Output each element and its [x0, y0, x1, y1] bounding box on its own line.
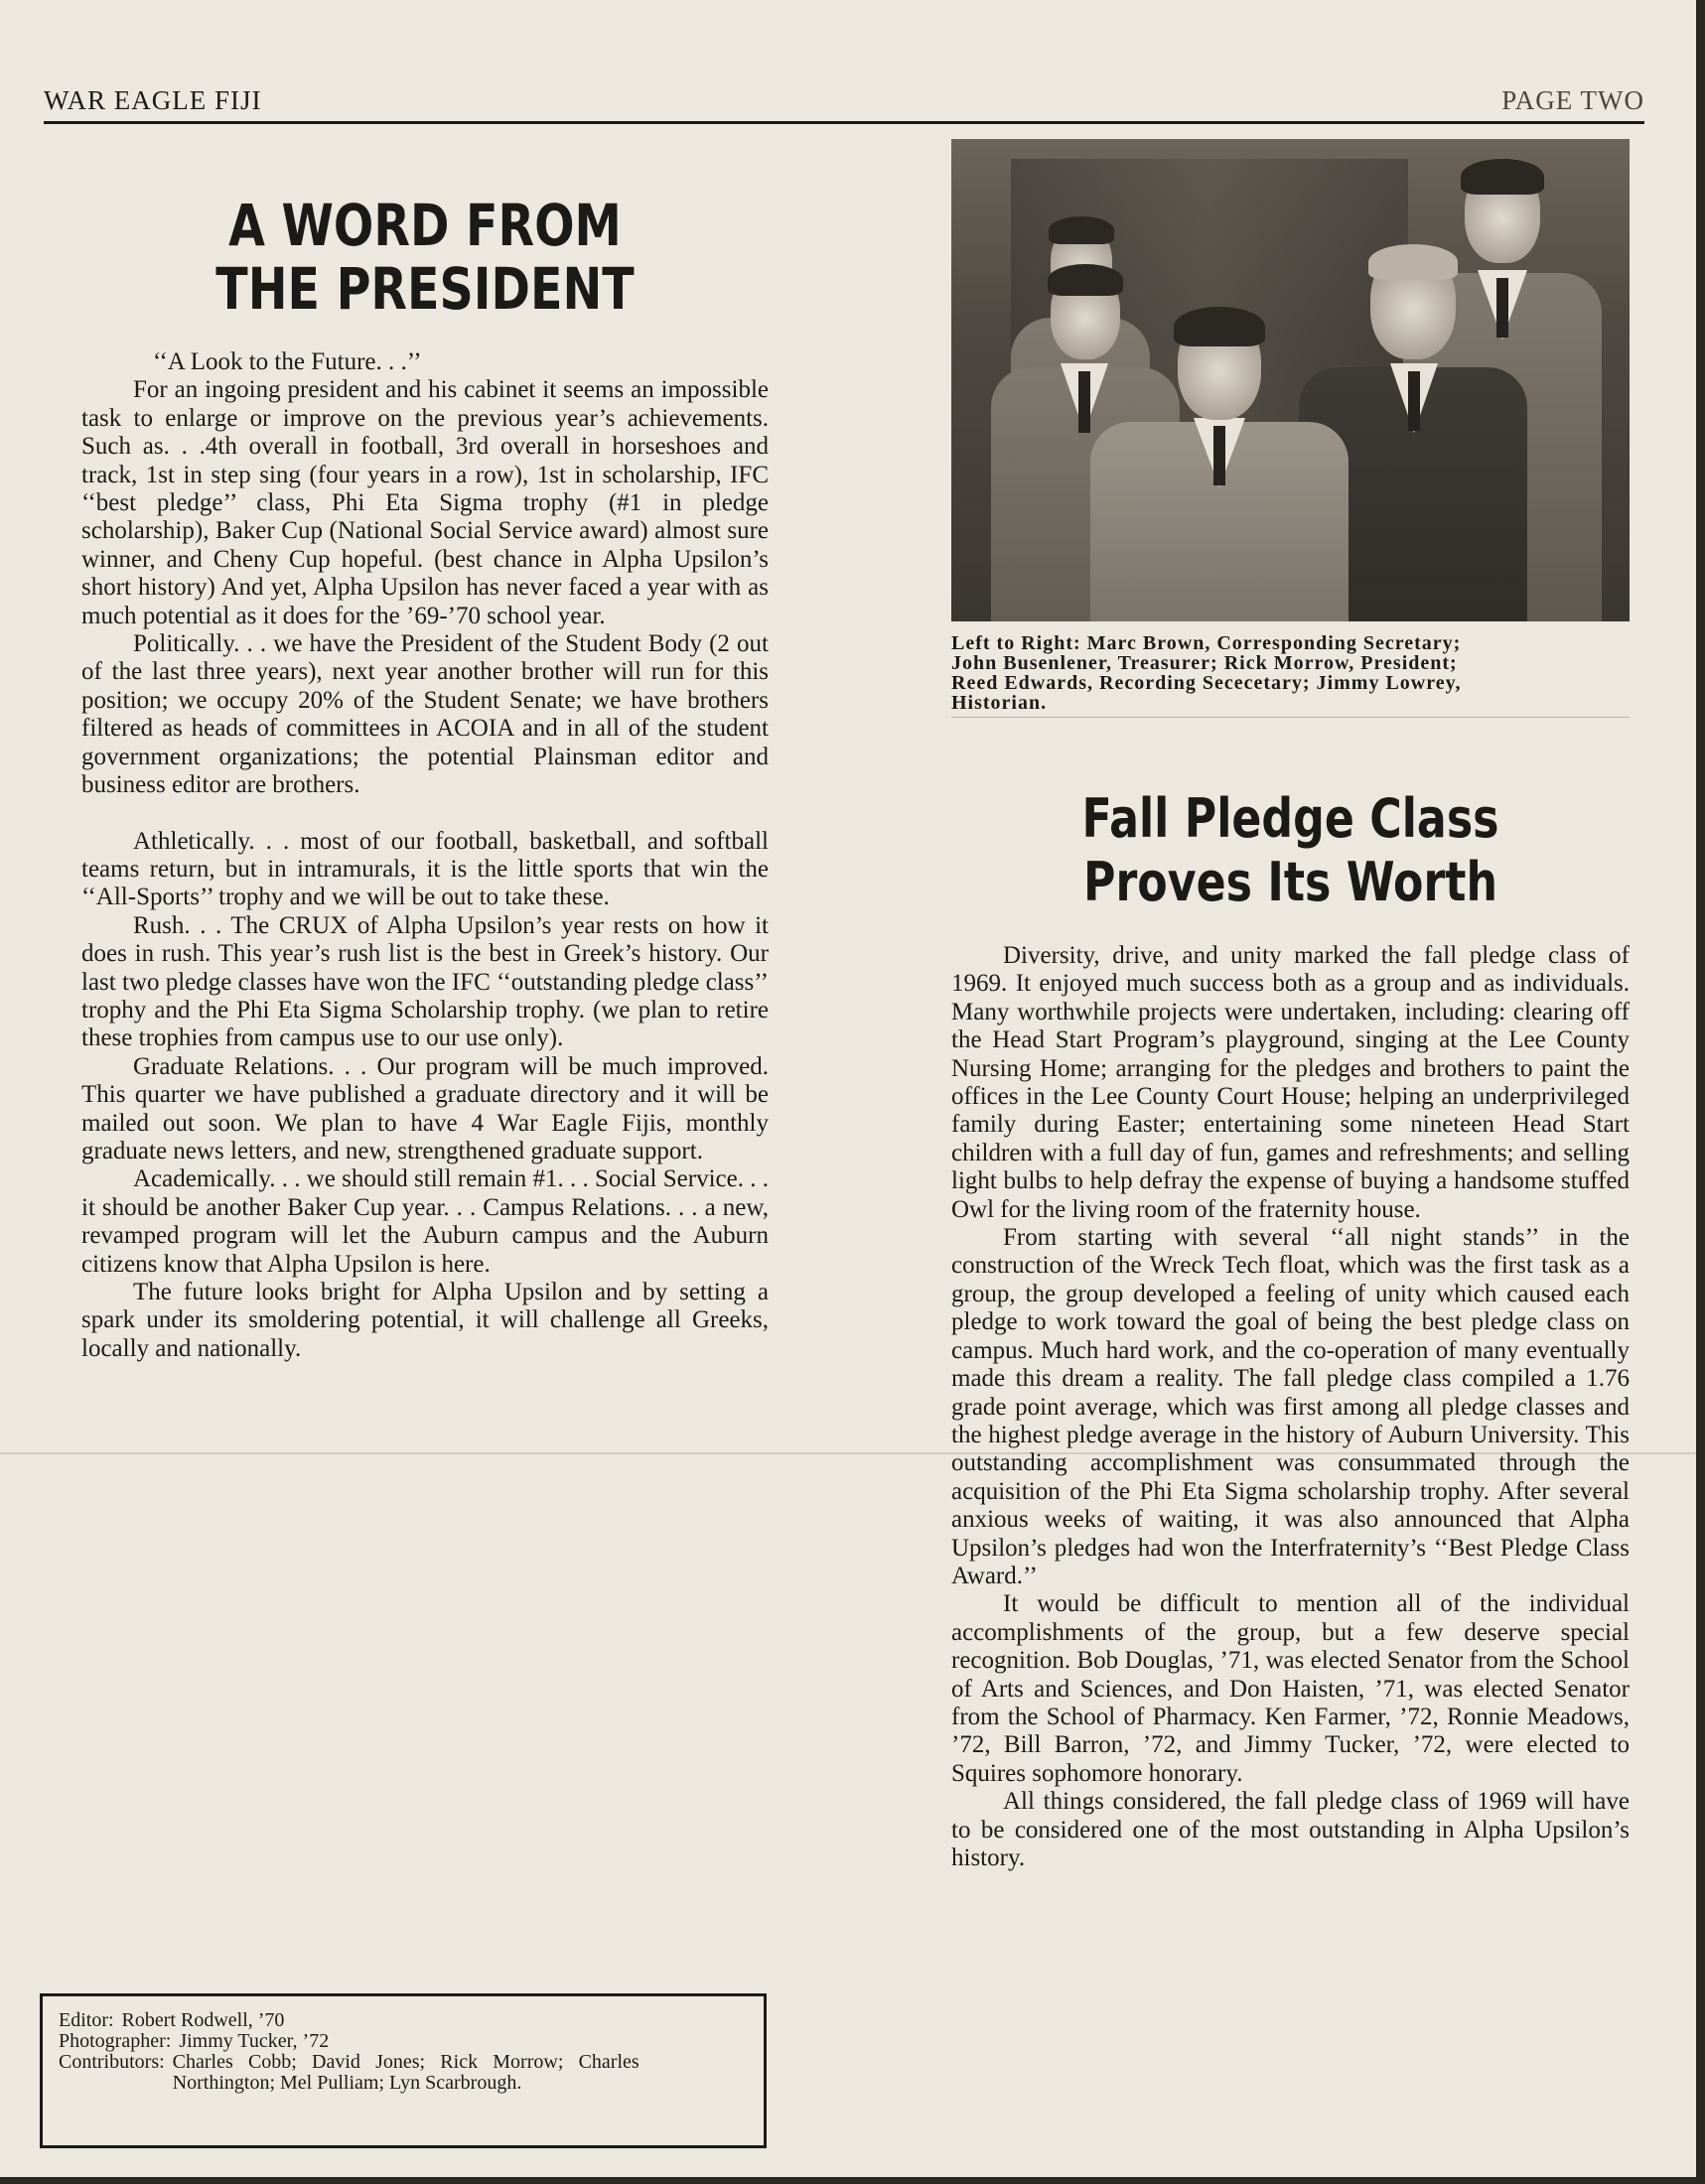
president-body [81, 348, 769, 1363]
pledge-headline-line1: Fall Pledge Class [1081, 787, 1499, 850]
right-column [951, 139, 1630, 1872]
president-article [81, 194, 769, 1363]
pledge-headline [1012, 787, 1568, 914]
caption-line: John Busenlener, Treasurer; Rick Morrow, President; [951, 652, 1458, 674]
article-paragraph: It would be difficult to mention all of the individual accomplishments of the group, but a few deserve special recognition. Bob Douglas, ’71, was elected Senator from the School of Arts and Sciences, and Don Haisten, ’71, was elected Senator from the School of Pharmacy. Ken Farmer, ’72, Ronnie Meadows, ’72, Bill Barron, ’72, and Jimmy Tucker, ’72, were elected to Squires sophomore honorary. [951, 1590, 1630, 1787]
publication-name: WAR EAGLE FIJI [44, 85, 262, 115]
photographer-label: Photographer: [59, 2030, 172, 2052]
pledge-headline-line2: Proves Its Worth [1082, 851, 1497, 913]
contributors-names: Charles Cobb; David Jones; Rick Morrow; Charles Northington; Mel Pulliam; Lyn Scarbrough. [172, 2051, 639, 2094]
editor-name: Robert Rodwell, ’70 [121, 2009, 285, 2031]
contributors-label: Contributors: [59, 2051, 165, 2073]
masthead-box [40, 1993, 767, 2148]
person-figure [1090, 313, 1349, 621]
article-paragraph: ‘‘A Look to the Future. . .’’ [153, 348, 422, 375]
page-header [44, 85, 1644, 124]
caption-line: Reed Edwards, Recording Sececetary; Jimmy Lowrey, [951, 672, 1462, 694]
article-paragraph: For an ingoing president and his cabinet it seems an impossible task to enlarge or improve on the previous year’s achievements. Such as. . .4th overall in football, 3rd overall in horseshoes and track, 1st in step sing (four years in a row), 1st in scholarship, IFC ‘‘best pledge’’ class, Phi Eta Sigma trophy (#1 in pledge scholarship), Baker Cup (National Social Service award) almost sure winner, and Cheny Cup hopeful. (best chance in Alpha Upsilon’s short history) And yet, Alpha Upsilon has never faced a year with as much potential as it does for the ’69-’70 school year. [81, 376, 769, 629]
article-paragraph: Diversity, drive, and unity marked the fall pledge class of 1969. It enjoyed much success both as a group and as individuals. Many worthwhile projects were undertaken, including: clearing off the Head Start Program’s playground, singing at the Lee County Nursing Home; arranging for the pledges and brothers to paint the offices in the Lee County Court House; helping an underprivileged family during Easter; entertaining some nineteen Head Start children with a full day of fun, games and refreshments; and selling light bulbs to help defray the expense of buying a handsome stuffed Owl for the living room of the fraternity house. [951, 942, 1630, 1223]
article-paragraph: Politically. . . we have the President of the Student Body (2 out of the last three years), next year another brother will run for this position; we occupy 20% of the Student Senate; we have brothers filtered as heads of committees in ACOIA and in all of the student government organizations; the potential Plainsman editor and business editor are brothers. [81, 630, 769, 799]
president-headline [143, 194, 706, 321]
president-headline-line2: THE PRESIDENT [215, 255, 635, 323]
photo-caption [951, 621, 1630, 718]
article-paragraph: The future looks bright for Alpha Upsilon and by setting a spark under its smoldering potential, it will challenge all Greeks, locally and nationally. [81, 1279, 769, 1362]
caption-line: Left to Right: Marc Brown, Corresponding Secretary; [951, 632, 1462, 654]
article-paragraph: Rush. . . The CRUX of Alpha Upsilon’s year rests on how it does in rush. This year’s rush list is the best in Greek’s history. Our last two pledge classes have won the IFC ‘‘outstanding pledge class’’ trophy and the Phi Eta Sigma Scholarship trophy. (we plan to retire these trophies from campus use to our use only). [81, 911, 769, 1052]
article-paragraph: From starting with several ‘‘all night stands’’ in the construction of the Wreck Tech float, which was the first task as a group, the group developed a feeling of unity which caused each pledge to work toward the goal of being the best pledge class on campus. Much hard work, and the co-operation of many eventually made this dream a reality. The fall pledge class compiled a 1.76 grade point average, which was first among all pledge classes and the highest pledge average in the history of Auburn University. This outstanding accomplishment was consummated through the acquisition of the Phi Eta Sigma scholarship trophy. After several anxious weeks of waiting, it was also announced that Alpha Upsilon’s pledges had won the Interfraternity’s ‘‘Best Pledge Class Award.’’ [951, 1224, 1630, 1589]
article-paragraph: Athletically. . . most of our football, basketball, and softball teams return, but in intramurals, it is the little sports that win the ‘‘All-Sports’’ trophy and we will be out to take these. [81, 827, 769, 911]
page-number: PAGE TWO [1501, 85, 1644, 115]
officers-photo [951, 139, 1630, 621]
pledge-body [951, 942, 1630, 1872]
article-paragraph: Graduate Relations. . . Our program will be much improved. This quarter we have published a graduate directory and it will be mailed out soon. We plan to have 4 War Eagle Fijis, monthly graduate news letters, and new, strengthened graduate support. [81, 1052, 769, 1164]
caption-line: Historian. [951, 692, 1048, 714]
editor-label: Editor: [59, 2009, 114, 2031]
article-paragraph: All things considered, the fall pledge class of 1969 will have to be considered one of the most outstanding in Alpha Upsilon’s history. [951, 1788, 1630, 1871]
contributors-row [59, 2052, 750, 2094]
editor-row [59, 2010, 750, 2031]
president-headline-line1: A WORD FROM [228, 192, 622, 259]
photographer-row [59, 2031, 750, 2052]
photographer-name: Jimmy Tucker, ’72 [179, 2030, 330, 2052]
article-paragraph: Academically. . . we should still remain #1. . . Social Service. . . it should be another Baker Cup year. . . Campus Relations. . . a new, revamped program will let the Auburn campus and the Auburn citizens know that Alpha Upsilon is here. [81, 1165, 769, 1278]
